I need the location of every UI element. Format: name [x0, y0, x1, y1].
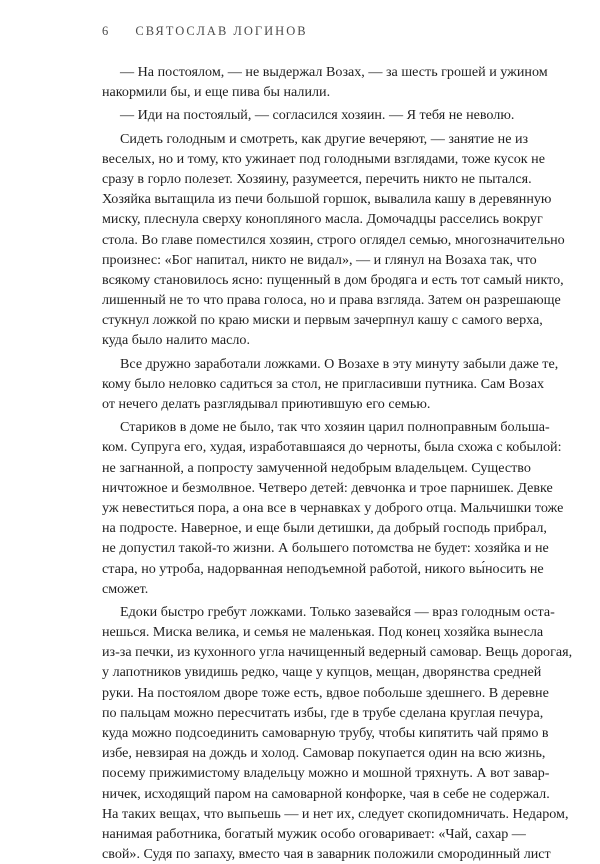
text-line: Хозяйка вытащила из печи большой горшок, вывалила кашу в деревянную: [102, 191, 552, 208]
text-line: из-за печки, из кухонного угла начищенный ведерный самовар. Вещь дорогая,: [102, 644, 573, 661]
text-line: нанимая работника, богатый мужик особо оговаривает: «Чай, сахар —: [102, 825, 526, 842]
text-line: на подросте. Наверное, и еще были детишки, да добрый господь прибрал,: [102, 520, 547, 537]
paragraph: [102, 129, 565, 351]
text-line: руки. На постоялом дворе тоже есть, вдвое побольше здешнего. В деревне: [102, 684, 549, 701]
page-number: 6: [102, 24, 109, 38]
paragraph: [102, 417, 564, 599]
text-line: всякому становилось ясно: пущенный в дом бродяга и есть тот самый никто,: [102, 271, 564, 288]
running-head-author: СВЯТОСЛАВ ЛОГИНОВ: [135, 24, 308, 38]
paragraph: [102, 354, 559, 415]
text-line: ком. Супруга его, худая, изработавшаяся до черноты, была схожа с кобылой:: [102, 439, 562, 456]
text-line: Сидеть голодным и смотреть, как другие вечеряют, — занятие не из: [120, 130, 529, 147]
running-head: [102, 24, 308, 39]
body-text: [102, 62, 573, 864]
text-line: — Иди на постоялый, — согласился хозяин. — Я тебя не неволю.: [120, 107, 515, 124]
text-line: сможет.: [102, 580, 149, 597]
text-line: — На постоялом, — не выдержал Возах, — за шесть грошей и ужином: [120, 64, 548, 80]
text-line: стара, но утроба, надорванная неподъемной работой, никого вы́носить не: [102, 560, 544, 577]
text-line: не допустил такой-то жизни. А большего потомства не будет: хозяйка и не: [102, 540, 549, 557]
paragraph: [102, 62, 548, 102]
text-line: стола. Во главе поместился хозяин, строго оглядел семью, многозначительно: [102, 231, 565, 248]
text-line: избе, невзирая на дождь и холод. Самовар покупается один на всю жизнь,: [102, 745, 546, 762]
paragraph: [102, 105, 522, 125]
text-line: по пальцам можно пересчитать избы, где в трубе сделана круглая печура,: [102, 704, 544, 721]
text-line: уж невеститься пора, а она все в чернавках у доброго отца. Мальчишки тоже: [102, 499, 564, 516]
text-line: Все дружно заработали ложками. О Возахе в эту минуту забыли даже те,: [120, 355, 559, 372]
text-line: произнес: «Бог напитал, никто не видал», — и глянул на Возаха так, что: [102, 251, 537, 268]
text-line: не загнанной, а попросту замученной недобрым владельцем. Существо: [102, 459, 531, 476]
text-line: посему прижимистому владельцу можно и мошной тряхнуть. А вот завар-: [102, 765, 550, 782]
text-line: ничек, исходящий паром на самоварной конфорке, чая в себе не содержал.: [102, 785, 550, 802]
paragraph: [102, 602, 573, 864]
text-line: стукнул ложкой по краю миски и первым зачерпнул кашу с самого верха,: [102, 312, 543, 329]
text-line: кому было неловко садиться за стол, не пригласивши путника. Сам Возах: [102, 375, 544, 392]
text-line: миску, плеснула сверху конопляного масла. Домочадцы расселись вокруг: [102, 211, 543, 228]
text-line: лишенный не то что права голоса, но и права взгляда. Затем он разрешающе: [102, 292, 561, 309]
text-line: Стариков в доме не было, так что хозяин царил полноправным больша-: [120, 419, 550, 436]
text-line: ничтожное и безмолвное. Четверо детей: девчонка и трое парнишек. Девке: [102, 479, 553, 496]
text-line: накормили бы, и еще пива бы налили.: [102, 84, 331, 101]
text-line: Едоки быстро гребут ложками. Только зазевайся — враз голодным оста-: [120, 603, 555, 620]
text-line: сразу в горло полезет. Хозяину, разумеется, перечить никто не пытался.: [102, 170, 532, 187]
text-line: свой». Судя по запаху, вместо чая в заварник положили смородинный лист: [102, 846, 551, 863]
text-line: куда было налито масло.: [102, 332, 250, 349]
text-line: у лапотников увидишь редко, чаще у купцов, мещан, дворянства средней: [102, 664, 542, 681]
text-line: от нечего делать разглядывал приютившую его семью.: [102, 396, 431, 412]
text-line: нешься. Миска велика, и семья не маленькая. Под конец хозяйка вынесла: [102, 624, 544, 641]
text-line: куда можно подсоединить самоварную трубу, чтобы кипятить чай прямо в: [102, 725, 549, 741]
text-line: веселых, но и тому, кто ужинает под голодными взглядами, тоже кусок не: [102, 150, 545, 167]
text-line: На таких вещах, что выпьешь — и нет их, следует скопидомничать. Недаром,: [102, 805, 569, 822]
